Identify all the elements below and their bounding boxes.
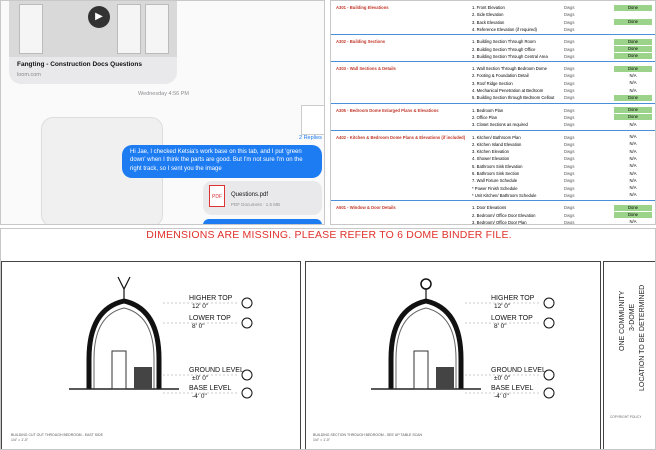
checklist-row [331, 192, 656, 199]
loom-link-card[interactable] [9, 1, 177, 84]
level-name: BASE LEVEL [189, 385, 232, 392]
link-title: Fangting - Construction Docs Questions [17, 61, 142, 68]
task-name: 3. Closet Sections as required [472, 122, 528, 128]
level-value: 8' 0" [494, 323, 507, 330]
deliverable-type: Dwgs [564, 149, 575, 155]
title-line3: LOCATION TO BE DETERMINED [639, 284, 646, 391]
task-name: 3. Building Section Through Central Area [472, 53, 548, 59]
checklist-row [331, 134, 656, 141]
status-cell[interactable]: N/A [614, 171, 652, 177]
checklist-row [331, 19, 656, 26]
deliverable-type: Dwgs [564, 53, 575, 59]
section-name: A302 - Building Sections [336, 39, 386, 45]
architectural-drawing [0, 228, 656, 450]
task-name: 3. Kitchen Elevation [472, 149, 510, 155]
status-cell[interactable]: N/A [614, 88, 652, 94]
task-name: 1. Building Section Through Room [472, 39, 536, 45]
pdf-attachment[interactable] [203, 181, 322, 215]
checklist-spreadsheet [330, 0, 656, 225]
deliverable-type: Dwgs [564, 171, 575, 176]
status-cell[interactable]: Done [614, 212, 652, 218]
status-cell[interactable]: N/A [614, 219, 652, 225]
task-name: 4. Mechanical Penetration at Bedroom [472, 88, 544, 93]
deliverable-type: Dwgs [564, 141, 575, 147]
task-name: 5. Building Section through Bedroom Cellout [472, 95, 555, 101]
deliverable-type: Dwgs [564, 5, 575, 10]
status-cell[interactable]: N/A [614, 80, 652, 86]
status-cell[interactable]: Done [614, 53, 652, 59]
task-name: 4. Reference Elevation (if required) [472, 26, 537, 32]
cabinet [436, 367, 454, 389]
cabinet [134, 367, 152, 389]
status-cell[interactable]: Done [614, 66, 652, 72]
attachment-meta: PDF Document · 1.5 MB [231, 202, 281, 207]
task-name: 3. Back Elevation [472, 19, 505, 25]
message-bubble[interactable]: Hi Jae, I checked Ketsia's work base on this tab, and I put 'green down' when I think the parts are good. But I'm not sure I'm on the right track, so I sent you the image [122, 145, 322, 178]
level-name: HIGHER TOP [189, 295, 233, 302]
deliverable-type: Dwgs [564, 185, 575, 191]
level-marker-icon [544, 298, 554, 308]
deliverable-type: Dwgs [564, 66, 575, 72]
status-cell[interactable]: N/A [614, 185, 652, 191]
level-name: HIGHER TOP [491, 295, 535, 302]
replies-link[interactable]: 2 Replies [299, 135, 322, 141]
section-name: A303 - Wall Sections & Details [336, 66, 396, 72]
checklist-row [331, 11, 656, 18]
checklist-row [331, 204, 656, 211]
checklist-row [331, 38, 656, 45]
task-name: 6. Bathroom Sink Section [472, 171, 520, 176]
status-cell[interactable]: Done [614, 95, 652, 101]
level-value: -4' 0" [192, 393, 207, 400]
checklist-row [331, 185, 656, 192]
thumbnail-doc [145, 4, 169, 54]
deliverable-type: Dwgs [564, 178, 575, 184]
deliverable-type: Dwgs [564, 205, 575, 211]
section-divider [331, 130, 656, 131]
task-name: 1. Wall Section Through Bedroom Dome [472, 66, 547, 72]
dome-sections [1, 229, 601, 450]
level-name: LOWER TOP [491, 315, 533, 322]
task-name: 1. Bedroom Plan [472, 107, 504, 113]
task-name: * Power Finish Schedule [472, 185, 518, 191]
status-cell[interactable]: N/A [614, 134, 652, 140]
level-value: ±0' 0" [192, 375, 209, 382]
level-marker-icon [242, 318, 252, 328]
attachment-name: Questions.pdf [231, 192, 269, 198]
checklist-row [331, 163, 656, 170]
task-name: 4. Shower Elevation [472, 156, 510, 162]
deliverable-type: Dwgs [564, 19, 575, 25]
checklist-row [331, 4, 656, 11]
next-message-bubble [203, 219, 322, 225]
deliverable-type: Dwgs [564, 212, 575, 218]
status-cell[interactable]: Done [614, 205, 652, 211]
checklist-row [331, 141, 656, 148]
checklist-row [331, 121, 656, 128]
task-name: 2. Kitchen Island Elevation [472, 141, 522, 147]
door-frame [414, 351, 428, 389]
deliverable-type: Dwgs [564, 73, 575, 79]
task-name: 1. Door Elevations [472, 205, 507, 211]
status-cell[interactable]: Done [614, 114, 652, 120]
status-cell[interactable] [614, 12, 652, 18]
level-marker-icon [242, 388, 252, 398]
title-line1: ONE COMMUNITY [619, 290, 626, 351]
vent-icon [118, 277, 130, 289]
task-name: 3. Bedroom/ Office Door Plan [472, 219, 527, 225]
status-cell[interactable]: N/A [614, 156, 652, 162]
level-marker-icon [544, 388, 554, 398]
task-name: * Unit Kitchen/ Bathroom Schedule [472, 192, 537, 198]
checklist-row [331, 46, 656, 53]
checklist-row [331, 107, 656, 114]
deliverable-type: Dwgs [564, 12, 575, 18]
section-name: A301 - Building Elevations [336, 5, 389, 10]
level-name: GROUND LEVEL [491, 367, 546, 374]
deliverable-type: Dwgs [564, 107, 575, 113]
status-cell[interactable]: Done [614, 107, 652, 113]
status-cell[interactable]: N/A [614, 149, 652, 155]
task-name: 2. Bedroom/ Office Door Elevation [472, 212, 536, 218]
status-cell[interactable] [614, 26, 652, 32]
section-divider [331, 34, 656, 35]
section-divider [331, 103, 656, 104]
scale-left: 1/4" = 1'-0" [11, 438, 29, 442]
deliverable-type: Dwgs [564, 88, 575, 93]
level-value: 8' 0" [192, 323, 205, 330]
section-divider [331, 200, 656, 201]
status-cell[interactable]: N/A [614, 163, 652, 169]
level-value: -4' 0" [494, 393, 509, 400]
checklist-row [331, 177, 656, 184]
thumbnail-doc [117, 4, 141, 54]
status-cell[interactable]: Done [614, 5, 652, 11]
checklist-row [331, 114, 656, 121]
copyright-policy: COPYRIGHT POLICY [610, 415, 642, 419]
level-name: BASE LEVEL [491, 385, 534, 392]
missing-dimensions-note: DIMENSIONS ARE MISSING. PLEASE REFER TO 6 DOME BINDER FILE. [146, 229, 512, 241]
status-cell[interactable]: N/A [614, 178, 652, 184]
task-name: 2. Office Plan [472, 114, 498, 120]
status-cell[interactable]: Done [614, 39, 652, 45]
status-cell[interactable]: N/A [614, 192, 652, 198]
checklist-row [331, 65, 656, 72]
checklist-row [331, 212, 656, 219]
deliverable-type: Dwgs [564, 95, 575, 101]
deliverable-type: Dwgs [564, 134, 575, 140]
task-name: 2. Side Elevation [472, 12, 504, 18]
checklist-row [331, 87, 656, 94]
deliverable-type: Dwgs [564, 156, 575, 162]
play-icon[interactable]: ▶ [88, 6, 110, 28]
title-block [603, 261, 656, 450]
pdf-icon [209, 185, 225, 207]
task-name: 2. Building Section Through Office [472, 46, 536, 52]
scale-right: 1/4" = 1'-0" [313, 438, 331, 442]
section-name: A305 - Bedroom Dome Enlarged Plans & Elevations [336, 107, 439, 113]
level-value: ±0' 0" [494, 375, 511, 382]
task-name: 5. Bathroom Sink Elevation [472, 163, 523, 169]
checklist-row [331, 53, 656, 60]
section-name: A501 - Window & Door Details [336, 205, 396, 211]
message-timestamp: Wednesday 4:56 PM [138, 91, 189, 97]
deliverable-type: Dwgs [564, 26, 575, 32]
task-name: 1. Kitchen/ Bathroom Plan [472, 134, 521, 140]
checklist-row [331, 148, 656, 155]
level-marker-icon [544, 318, 554, 328]
deliverable-type: Dwgs [564, 39, 575, 45]
deliverable-type: Dwgs [564, 80, 575, 86]
caption-right: BUILDING SECTION THROUGH BEDROOM - SEE UP TABLE SCAN [313, 433, 423, 437]
task-name: 3. Roof Ridge Section [472, 80, 513, 86]
section-divider [331, 61, 656, 62]
level-marker-icon [242, 298, 252, 308]
task-name: 7. Wall Fixture Schedule [472, 178, 518, 184]
checklist-row [331, 155, 656, 162]
status-cell[interactable]: N/A [614, 122, 652, 128]
status-cell[interactable]: Done [614, 46, 652, 52]
deliverable-type: Dwgs [564, 122, 575, 128]
deliverable-type: Dwgs [564, 163, 575, 169]
deliverable-type: Dwgs [564, 46, 575, 52]
status-cell[interactable]: Done [614, 19, 652, 25]
deliverable-type: Dwgs [564, 219, 575, 225]
task-name: 2. Footing & Foundation Detail [472, 73, 529, 79]
deliverable-type: Dwgs [564, 114, 575, 120]
skylight-icon [421, 279, 431, 289]
caption-left: BUILDING CUT OUT THROUGH BEDROOM - EAST SIDE [11, 433, 103, 437]
checklist-row [331, 26, 656, 33]
door-frame [112, 351, 126, 389]
task-name: 1. Front Elevation [472, 5, 505, 10]
video-thumbnail [9, 1, 177, 57]
level-value: 12' 0" [192, 303, 209, 310]
messages-panel [0, 0, 325, 225]
thumbnail-doc [19, 4, 43, 54]
status-cell[interactable]: N/A [614, 141, 652, 147]
checklist-row [331, 94, 656, 101]
level-name: GROUND LEVEL [189, 367, 244, 374]
title-line2: 3-DOME [629, 303, 636, 331]
quoted-image-thumbnail[interactable] [301, 105, 325, 135]
section-name: A402 - Kitchen & Bedroom Dome Plans & Elevations (if included) [336, 134, 466, 140]
pdf-icon-label: PDF [212, 194, 222, 200]
checklist-row [331, 170, 656, 177]
checklist-row [331, 80, 656, 87]
link-site: loom.com [17, 72, 41, 78]
checklist-row [331, 219, 656, 225]
deliverable-type: Dwgs [564, 192, 575, 198]
level-value: 12' 0" [494, 303, 511, 310]
status-cell[interactable]: N/A [614, 73, 652, 79]
checklist-row [331, 72, 656, 79]
level-name: LOWER TOP [189, 315, 231, 322]
